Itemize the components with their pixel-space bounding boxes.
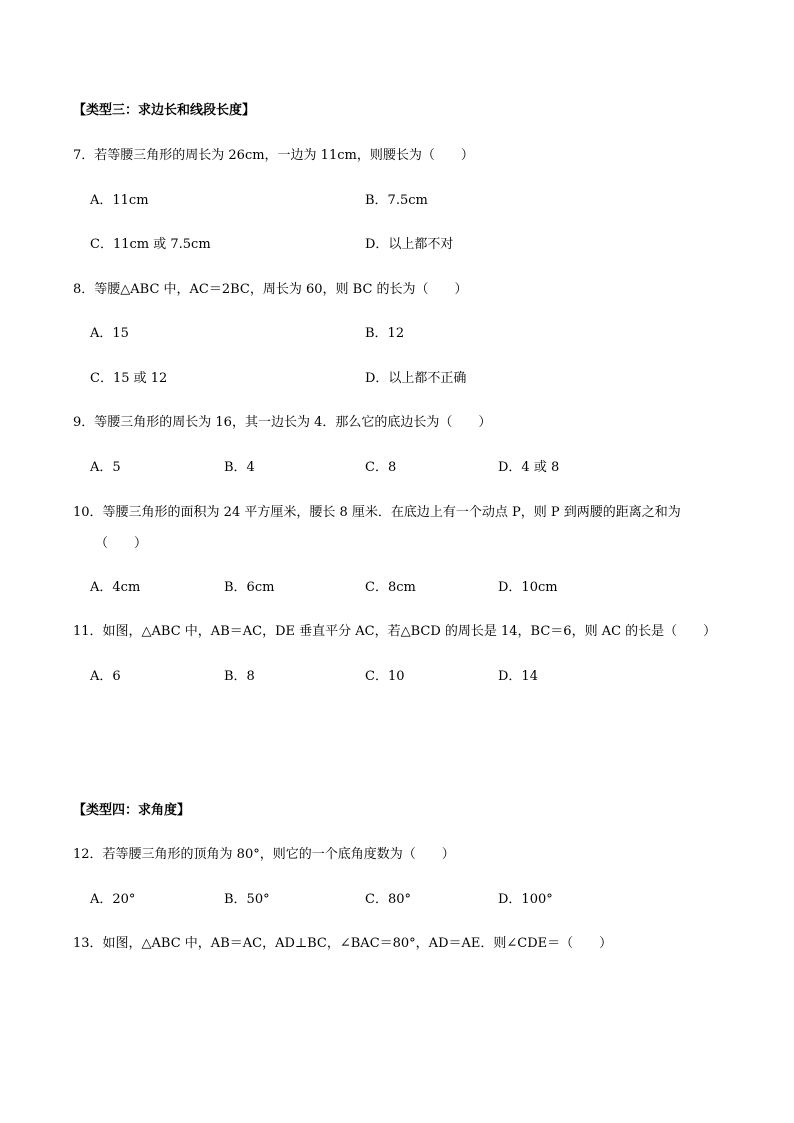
question-8-stem: 8．等腰△ABC 中，AC＝2BC，周长为 60，则 BC 的长为（ ） (73, 282, 468, 297)
question-10-option-b: B．6cm (224, 580, 275, 595)
question-9-option-b: B．4 (224, 460, 255, 475)
question-9-stem: 9．等腰三角形的周长为 16，其一边长为 4．那么它的底边长为（ ） (73, 415, 492, 430)
question-12-option-d: D．100° (498, 892, 553, 907)
section-heading-type-3: 【类型三：求边长和线段长度】 (73, 103, 256, 118)
question-11-option-b: B．8 (224, 669, 255, 684)
question-8-option-a: A．15 (90, 326, 129, 341)
question-10-option-c: C．8cm (365, 580, 416, 595)
section-heading-type-4: 【类型四：求角度】 (73, 803, 191, 818)
question-8-option-c: C．15 或 12 (90, 371, 168, 386)
question-11-stem: 11．如图，△ABC 中，AB＝AC，DE 垂直平分 AC，若△BCD 的周长是 14，BC＝6，则 AC 的长是（ ） (73, 624, 717, 639)
question-7-stem: 7．若等腰三角形的周长为 26cm，一边为 11cm，则腰长为（ ） (73, 148, 474, 163)
question-9-option-c: C．8 (365, 460, 397, 475)
question-10-option-d: D．10cm (498, 580, 558, 595)
question-10-stem: 10．等腰三角形的面积为 24 平方厘米，腰长 8 厘米．在底边上有一个动点 P，则 P 到两腰的距离之和为 (73, 505, 681, 520)
question-10-stem-continuation: （ ） (95, 536, 148, 551)
question-9-option-a: A．5 (90, 460, 121, 475)
question-7-option-a: A．11cm (90, 193, 149, 208)
question-12-option-b: B．50° (224, 892, 270, 907)
question-7-option-b: B．7.5cm (365, 193, 428, 208)
question-9-option-d: D．4 或 8 (498, 460, 560, 475)
question-11-option-d: D．14 (498, 669, 538, 684)
question-12-option-a: A．20° (90, 892, 136, 907)
question-8-option-b: B．12 (365, 326, 405, 341)
question-13-stem: 13．如图，△ABC 中，AB＝AC，AD⊥BC，∠BAC＝80°，AD＝AE．则∠CDE＝（ ） (73, 936, 613, 951)
question-7-option-d: D．以上都不对 (365, 237, 454, 252)
question-11-option-c: C．10 (365, 669, 405, 684)
question-8-option-d: D．以上都不正确 (365, 371, 467, 386)
question-12-stem: 12．若等腰三角形的顶角为 80°，则它的一个底角度数为（ ） (73, 847, 455, 862)
question-12-option-c: C．80° (365, 892, 411, 907)
question-11-option-a: A．6 (90, 669, 121, 684)
question-10-option-a: A．4cm (90, 580, 141, 595)
question-7-option-c: C．11cm 或 7.5cm (90, 237, 211, 252)
